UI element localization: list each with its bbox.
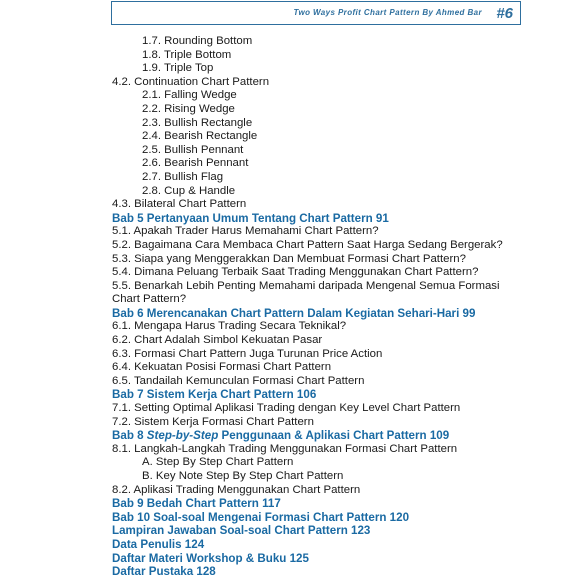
toc-entry-emphasis: Step-by-Step — [146, 429, 219, 443]
toc-section-item — [112, 443, 524, 457]
toc-entry-text: 5.3. Siapa yang Menggerakkan Dan Membuat Formasi Chart Pattern? — [112, 252, 466, 265]
toc-entry-text: 2.7. Bullish Flag — [142, 170, 224, 183]
toc-entry-text: 2.2. Rising Wedge — [142, 102, 235, 115]
toc-entry-text: 1.9. Triple Top — [142, 62, 214, 75]
toc-entry-text-continued: Penggunaan & Aplikasi Chart Pattern 109 — [218, 429, 450, 443]
toc-entry-text: 6.1. Mengapa Harus Trading Secara Teknikal? — [112, 320, 347, 333]
toc-entry-text: 1.7. Rounding Bottom — [142, 35, 253, 47]
toc-subitem — [112, 456, 524, 470]
toc-entry-text: 5.4. Dimana Peluang Terbaik Saat Trading Menggunakan Chart Pattern? — [112, 266, 479, 279]
toc-section-item — [112, 375, 524, 389]
toc-section-item — [112, 198, 524, 212]
toc-entry-text: 2.8. Cup & Handle — [142, 184, 236, 197]
toc-subitem — [112, 185, 524, 199]
toc-section-item — [112, 334, 524, 348]
header-title: Two Ways Profit Chart Pattern By Ahmed Bar — [293, 8, 482, 17]
toc-entry-text: 2.1. Falling Wedge — [142, 89, 237, 102]
toc-subitem — [112, 117, 524, 131]
toc-subitem — [112, 103, 524, 117]
toc-subitem — [112, 89, 524, 103]
toc-entry-text: 8.2. Aplikasi Trading Menggunakan Chart Pattern — [112, 483, 361, 496]
toc-entry-text: 5.2. Bagaimana Cara Membaca Chart Pattern Saat Harga Sedang Bergerak? — [112, 238, 503, 251]
toc-entry-text: 2.4. Bearish Rectangle — [142, 130, 258, 143]
toc-entry-text: 2.5. Bullish Pennant — [142, 143, 244, 156]
toc-section-item — [112, 484, 524, 498]
toc-entry-text: B. Key Note Step By Step Chart Pattern — [142, 470, 344, 482]
toc-entry-text: Daftar Pustaka 128 — [112, 565, 216, 579]
toc-chapter-heading — [112, 388, 524, 402]
toc-subitem — [112, 144, 524, 158]
toc-entry-text: Bab 9 Bedah Chart Pattern 117 — [112, 497, 281, 511]
toc-section-item — [112, 361, 524, 375]
toc-entry-text: 6.3. Formasi Chart Pattern Juga Turunan Price Action — [112, 347, 383, 360]
toc-subitem — [112, 157, 524, 171]
toc-section-item — [112, 76, 524, 90]
toc-entry-text: Bab 5 Pertanyaan Umum Tentang Chart Pattern 91 — [112, 211, 389, 225]
toc-entry-text: Bab 10 Soal-soal Mengenai Formasi Chart Pattern 120 — [112, 510, 410, 524]
toc-chapter-heading — [112, 524, 524, 538]
toc-chapter-heading — [112, 212, 524, 226]
toc-entry-text: 2.3. Bullish Rectangle — [142, 116, 253, 129]
toc-entry-text: 2.6. Bearish Pennant — [142, 157, 249, 170]
toc-section-item — [112, 253, 524, 267]
toc-chapter-heading — [112, 511, 524, 525]
toc-chapter-heading — [112, 497, 524, 511]
toc-subitem — [112, 130, 524, 144]
toc-entry-text: Data Penulis 124 — [112, 537, 205, 551]
toc-section-item — [112, 239, 524, 253]
toc-entry-text: 6.2. Chart Adalah Simbol Kekuatan Pasar — [112, 334, 323, 347]
toc-entry-text: Bab 6 Merencanakan Chart Pattern Dalam Kegiatan Sehari-Hari 99 — [112, 306, 476, 320]
toc-entry-text: 8.1. Langkah-Langkah Trading Menggunakan Formasi Chart Pattern — [112, 442, 458, 455]
toc-subitem — [112, 470, 524, 484]
toc-section-item — [112, 280, 524, 307]
toc-subitem — [112, 49, 524, 63]
toc-entry-text: A. Step By Step Chart Pattern — [142, 456, 294, 469]
table-of-contents — [112, 35, 524, 579]
toc-entry-text: Bab 8 — [112, 429, 147, 443]
toc-entry-text: 4.2. Continuation Chart Pattern — [112, 75, 270, 88]
toc-chapter-heading — [112, 538, 524, 552]
toc-section-item — [112, 348, 524, 362]
toc-chapter-heading — [112, 552, 524, 566]
toc-subitem — [112, 171, 524, 185]
toc-entry-text: Daftar Materi Workshop & Buku 125 — [112, 551, 309, 565]
toc-entry-text: 4.3. Bilateral Chart Pattern — [112, 198, 247, 211]
toc-entry-text: 6.4. Kekuatan Posisi Formasi Chart Pattern — [112, 361, 332, 374]
toc-section-item — [112, 320, 524, 334]
toc-entry-text: 6.5. Tandailah Kemunculan Formasi Chart Pattern — [112, 374, 365, 387]
toc-subitem — [112, 62, 524, 76]
page-header — [111, 1, 521, 25]
toc-entry-text: Lampiran Jawaban Soal-soal Chart Pattern 123 — [112, 524, 371, 538]
toc-chapter-heading — [112, 307, 524, 321]
toc-entry-text: 7.1. Setting Optimal Aplikasi Trading dengan Key Level Chart Pattern — [112, 402, 461, 415]
toc-entry-text: 7.2. Sistem Kerja Formasi Chart Pattern — [112, 415, 314, 428]
toc-section-item — [112, 266, 524, 280]
toc-entry-text: 5.5. Benarkah Lebih Penting Memahami daripada Mengenal Semua Formasi Chart Pattern? — [112, 279, 500, 306]
toc-chapter-heading — [112, 429, 524, 443]
toc-section-item — [112, 402, 524, 416]
toc-section-item — [112, 225, 524, 239]
toc-section-item — [112, 416, 524, 430]
toc-entry-text: 1.8. Triple Bottom — [142, 48, 232, 61]
toc-entry-text: 5.1. Apakah Trader Harus Memahami Chart Pattern? — [112, 225, 379, 238]
toc-subitem — [112, 35, 524, 49]
toc-entry-text: Bab 7 Sistem Kerja Chart Pattern 106 — [112, 388, 317, 402]
page-number: #6 — [496, 5, 513, 22]
toc-chapter-heading — [112, 565, 524, 579]
